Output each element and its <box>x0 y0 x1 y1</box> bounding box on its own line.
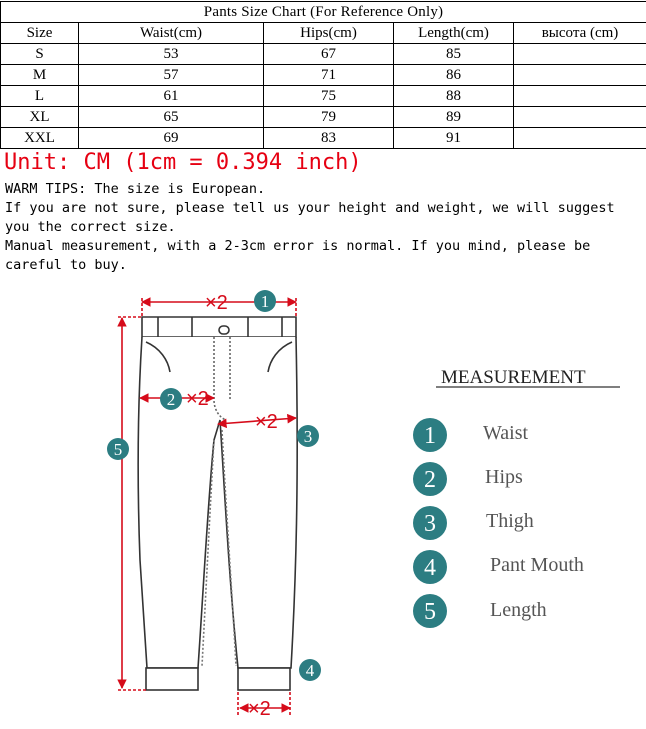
table-cell: L <box>1 86 79 107</box>
unit-note: Unit: CM (1cm = 0.394 inch) <box>4 150 362 175</box>
column-header: Waist(cm) <box>79 23 264 44</box>
legend-label: Pant Mouth <box>490 554 584 576</box>
svg-text:4: 4 <box>424 555 436 581</box>
pants-measurement-diagram <box>0 280 646 729</box>
pants-illustration <box>138 317 297 690</box>
svg-text:1: 1 <box>260 292 270 311</box>
legend-item-thigh <box>413 506 534 540</box>
tip-line: WARM TIPS: The size is European. <box>5 181 266 197</box>
table-header-row <box>1 23 646 44</box>
table-cell: 75 <box>264 86 394 107</box>
table-cell: 53 <box>79 44 264 65</box>
legend-label: Waist <box>483 422 529 444</box>
column-header: высота (cm) <box>514 23 646 44</box>
legend-item-hips <box>413 462 523 496</box>
legend-label: Hips <box>485 466 523 488</box>
table-row <box>1 86 646 107</box>
table-row <box>1 65 646 86</box>
svg-text:2: 2 <box>424 467 436 493</box>
column-header: Hips(cm) <box>264 23 394 44</box>
table-cell: S <box>1 44 79 65</box>
table-cell: 85 <box>394 44 514 65</box>
times-two-label: ×2 <box>248 698 271 720</box>
table-cell <box>514 65 646 86</box>
tip-line: Manual measurement, with a 2-3cm error is normal. If you mind, please be careful to buy. <box>5 238 591 273</box>
tip-line: If you are not sure, please tell us your height and weight, we will suggest you the correct size. <box>5 200 615 235</box>
table-cell: 79 <box>264 107 394 128</box>
legend-item-waist <box>413 418 528 452</box>
measurement-legend <box>413 367 620 628</box>
table-cell: 69 <box>79 128 264 149</box>
table-cell <box>514 107 646 128</box>
table-cell <box>514 128 646 149</box>
svg-text:5: 5 <box>424 599 436 625</box>
times-two-label: ×2 <box>205 292 228 314</box>
table-cell: 65 <box>79 107 264 128</box>
table-cell: 57 <box>79 65 264 86</box>
size-table <box>0 1 646 149</box>
svg-text:3: 3 <box>424 511 436 537</box>
column-header: Size <box>1 23 79 44</box>
legend-label: Thigh <box>486 510 534 532</box>
svg-text:3: 3 <box>303 427 313 446</box>
legend-item-length <box>413 594 547 628</box>
table-cell: 88 <box>394 86 514 107</box>
table-cell: 86 <box>394 65 514 86</box>
table-cell: XXL <box>1 128 79 149</box>
table-cell <box>514 86 646 107</box>
times-two-label: ×2 <box>255 411 278 433</box>
table-title: Pants Size Chart (For Reference Only) <box>1 2 646 23</box>
table-cell: 89 <box>394 107 514 128</box>
table-cell: M <box>1 65 79 86</box>
table-row <box>1 128 646 149</box>
marker-3 <box>297 425 319 447</box>
legend-label: Length <box>490 599 547 621</box>
legend-title: MEASUREMENT <box>441 367 586 388</box>
marker-5 <box>107 438 129 460</box>
svg-text:5: 5 <box>113 440 123 459</box>
marker-2 <box>160 388 182 410</box>
table-cell: 83 <box>264 128 394 149</box>
table-cell <box>514 44 646 65</box>
table-cell: 91 <box>394 128 514 149</box>
tips-block <box>5 180 645 275</box>
svg-text:2: 2 <box>166 390 176 409</box>
marker-1 <box>254 290 276 312</box>
table-row <box>1 107 646 128</box>
times-two-label: ×2 <box>186 388 209 410</box>
svg-text:4: 4 <box>305 661 315 680</box>
table-cell: 61 <box>79 86 264 107</box>
marker-4 <box>299 659 321 681</box>
table-cell: 71 <box>264 65 394 86</box>
table-row <box>1 44 646 65</box>
table-cell: 67 <box>264 44 394 65</box>
column-header: Length(cm) <box>394 23 514 44</box>
svg-text:1: 1 <box>424 423 436 449</box>
legend-item-pant-mouth <box>413 550 584 584</box>
table-cell: XL <box>1 107 79 128</box>
